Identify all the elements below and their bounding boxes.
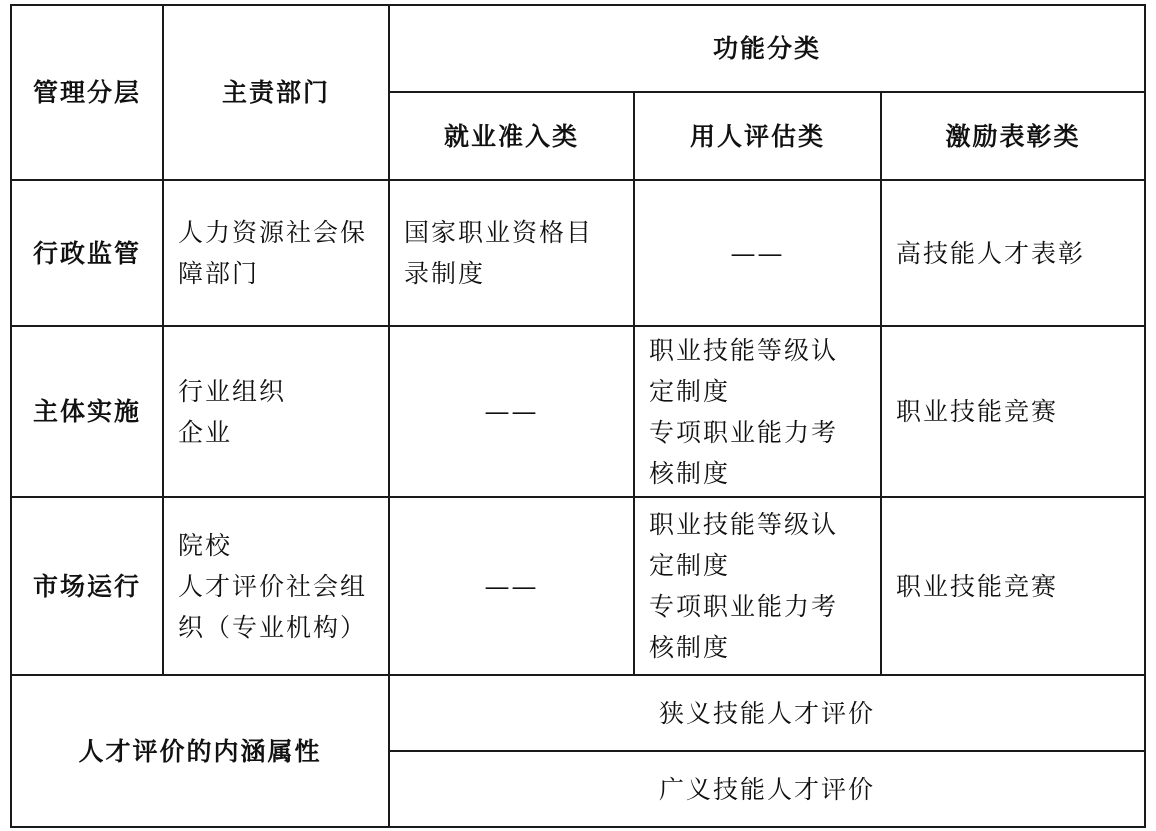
header-incentive-commendation: 激励表彰类 [881, 92, 1145, 180]
assessment-line: 定制度 [649, 551, 731, 580]
row-access-cell: —— [389, 326, 634, 497]
row-level-label: 市场运行 [11, 497, 163, 675]
header-employment-assessment: 用人评估类 [634, 92, 881, 180]
footer-label: 人才评价的内涵属性 [11, 675, 389, 827]
header-responsible-dept: 主责部门 [163, 5, 389, 180]
row-assessment-cell [634, 326, 881, 497]
row-level-label: 行政监管 [11, 180, 163, 326]
row-assessment-cell [634, 497, 881, 675]
row-dept-cell [163, 497, 389, 675]
dept-line: 人才评价社会组 [178, 571, 368, 601]
assessment-line: 专项职业能力考 [649, 592, 839, 621]
access-line: 国家职业资格目 [404, 218, 594, 247]
table-row [11, 326, 1145, 497]
row-access-cell: —— [389, 497, 634, 675]
assessment-line: 核制度 [649, 633, 731, 662]
header-employment-access: 就业准入类 [389, 92, 634, 180]
row-level-label: 主体实施 [11, 326, 163, 497]
header-management-level: 管理分层 [11, 5, 163, 180]
row-incentive-cell: 职业技能竞赛 [881, 326, 1145, 497]
footer-narrow-evaluation: 狭义技能人才评价 [389, 675, 1145, 751]
dept-line: 院校 [178, 530, 233, 560]
assessment-line: 专项职业能力考 [649, 417, 839, 447]
table-row [11, 180, 1145, 326]
footer-broad-evaluation: 广义技能人才评价 [389, 751, 1145, 827]
row-incentive-cell: 高技能人才表彰 [881, 180, 1145, 326]
row-access-cell [389, 180, 634, 326]
assessment-line: 核制度 [649, 458, 731, 488]
dept-line: 障部门 [178, 259, 260, 288]
talent-evaluation-table [10, 4, 1146, 828]
dept-line: 企业 [178, 417, 233, 447]
table-row [11, 497, 1145, 675]
row-dept-cell [163, 326, 389, 497]
header-function-category: 功能分类 [389, 5, 1145, 92]
access-line: 录制度 [404, 259, 486, 288]
row-assessment-cell: —— [634, 180, 881, 326]
assessment-line: 定制度 [649, 376, 731, 406]
row-dept-cell [163, 180, 389, 326]
row-incentive-cell: 职业技能竞赛 [881, 497, 1145, 675]
assessment-line: 职业技能等级认 [649, 335, 839, 365]
dept-line: 人力资源社会保 [178, 218, 368, 247]
dept-line: 行业组织 [178, 376, 287, 406]
dept-line: 织（专业机构） [178, 612, 368, 642]
assessment-line: 职业技能等级认 [649, 510, 839, 539]
